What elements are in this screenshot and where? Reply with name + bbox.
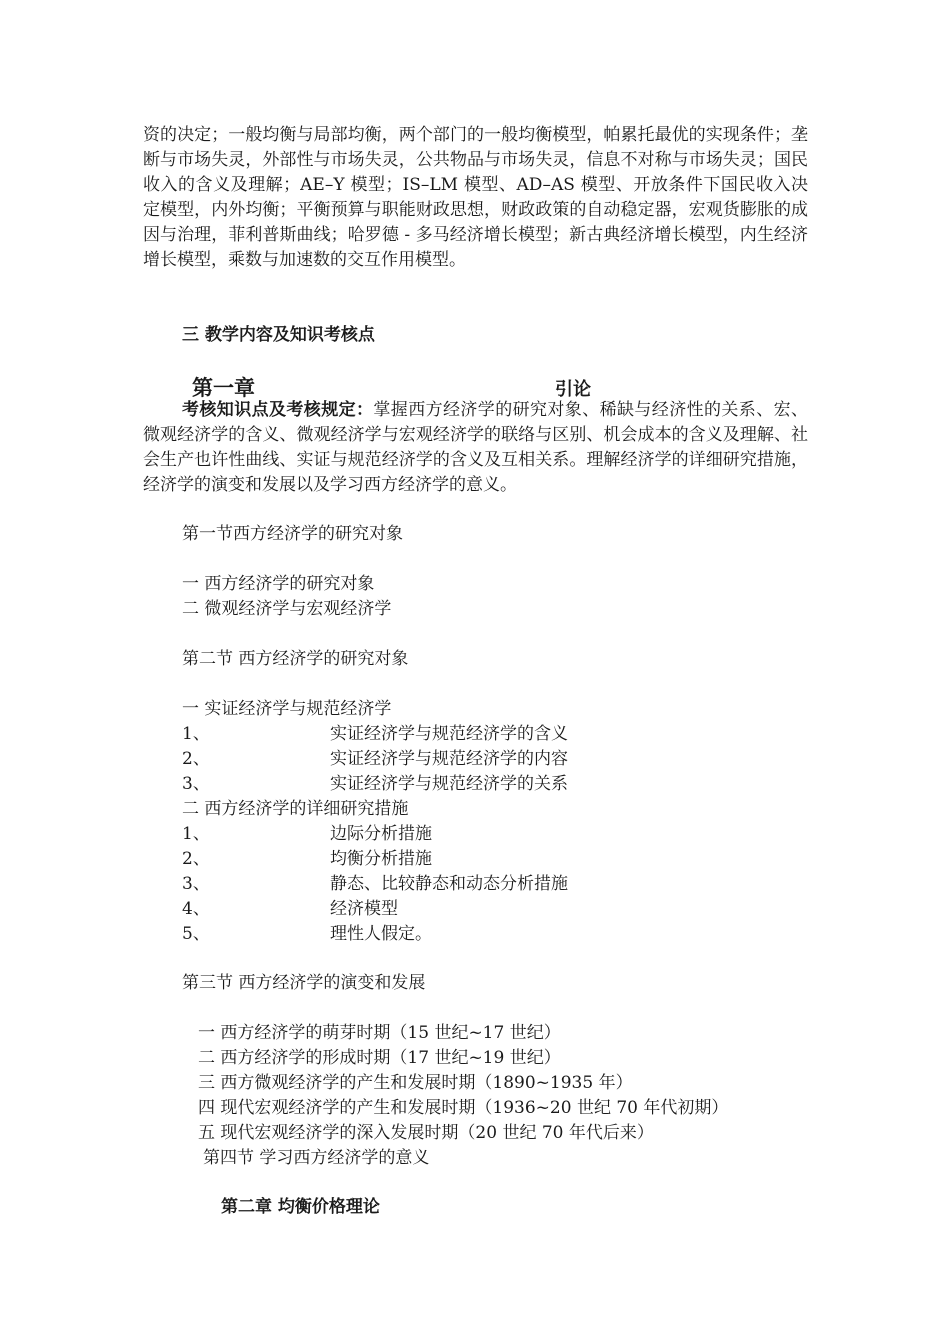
section3-heading: 三 教学内容及知识考核点 [182, 325, 375, 345]
section3-item: 三 西方微观经济学的产生和发展时期（1890~1935 年） [198, 1073, 633, 1093]
list-item-text: 实证经济学与规范经济学的内容 [330, 749, 568, 769]
section3-title: 第三节 西方经济学的演变和发展 [182, 973, 426, 993]
section2-part1: 一 实证经济学与规范经济学 [182, 699, 392, 719]
list-item-text: 经济模型 [330, 899, 398, 919]
list-item-number: 1、 [182, 724, 210, 744]
chapter1-title: 第一章 [192, 375, 255, 400]
section4-title: 第四节 学习西方经济学的意义 [203, 1148, 430, 1168]
list-item-number: 4、 [182, 899, 210, 919]
list-item-text: 静态、比较静态和动态分析措施 [330, 874, 568, 894]
section3-item: 二 西方经济学的形成时期（17 世纪~19 世纪） [198, 1048, 561, 1068]
list-item-number: 1、 [182, 824, 210, 844]
list-item-number: 2、 [182, 749, 210, 769]
list-item-text: 理性人假定。 [330, 924, 432, 944]
chapter1-subtitle: 引论 [555, 379, 591, 400]
list-item-number: 2、 [182, 849, 210, 869]
intro-paragraph: 资的决定；一般均衡与局部均衡，两个部门的一般均衡模型，帕累托最优的实现条件；垄断与市场失灵，外部性与市场失灵，公共物品与市场失灵，信息不对称与市场失灵；国民收入的含义及理解；AE–Y 模型；IS–LM 模型、AD–AS 模型、开放条件下国民收入决定模型，内外均衡；平衡预算与职能财政思想，财政政策的自动稳定器，宏观货膨胀的成因与治理，菲利普斯曲线；哈罗德 - 多马经济增长模型；新古典经济增长模型，内生经济增长模型，乘数与加速数的交互作用模型。 [143, 125, 808, 270]
section3-item: 五 现代宏观经济学的深入发展时期（20 世纪 70 年代后来） [198, 1123, 654, 1143]
list-item-text: 实证经济学与规范经济学的关系 [330, 774, 568, 794]
section1-title: 第一节西方经济学的研究对象 [182, 524, 403, 544]
list-item-text: 实证经济学与规范经济学的含义 [330, 724, 568, 744]
section2-part2: 二 西方经济学的详细研究措施 [182, 799, 409, 819]
list-item-number: 3、 [182, 774, 210, 794]
requirements-text: 掌握西方经济学的研究对象、稀缺与经济性的关系、宏、微观经济学的含义、微观经济学与宏观经济学的联络与区别、机会成本的含义及理解、社会生产也许性曲线、实证与规范经济学的含义及互相关系。理解经济学的详细研究措施，经济学的演变和发展以及学习西方经济学的意义。 [143, 400, 809, 495]
chapter2-title: 第二章 均衡价格理论 [221, 1197, 380, 1217]
section3-item: 一 西方经济学的萌芽时期（15 世纪~17 世纪） [198, 1023, 561, 1043]
section1-item: 二 微观经济学与宏观经济学 [182, 599, 392, 619]
requirements-label: 考核知识点及考核规定： [182, 400, 374, 420]
list-item-number: 5、 [182, 924, 210, 944]
chapter1-requirements [143, 398, 808, 498]
section3-item: 四 现代宏观经济学的产生和发展时期（1936~20 世纪 70 年代初期） [198, 1098, 729, 1118]
list-item-text: 均衡分析措施 [330, 849, 432, 869]
list-item-text: 边际分析措施 [330, 824, 432, 844]
section1-item: 一 西方经济学的研究对象 [182, 574, 375, 594]
section2-title: 第二节 西方经济学的研究对象 [182, 649, 409, 669]
list-item-number: 3、 [182, 874, 210, 894]
